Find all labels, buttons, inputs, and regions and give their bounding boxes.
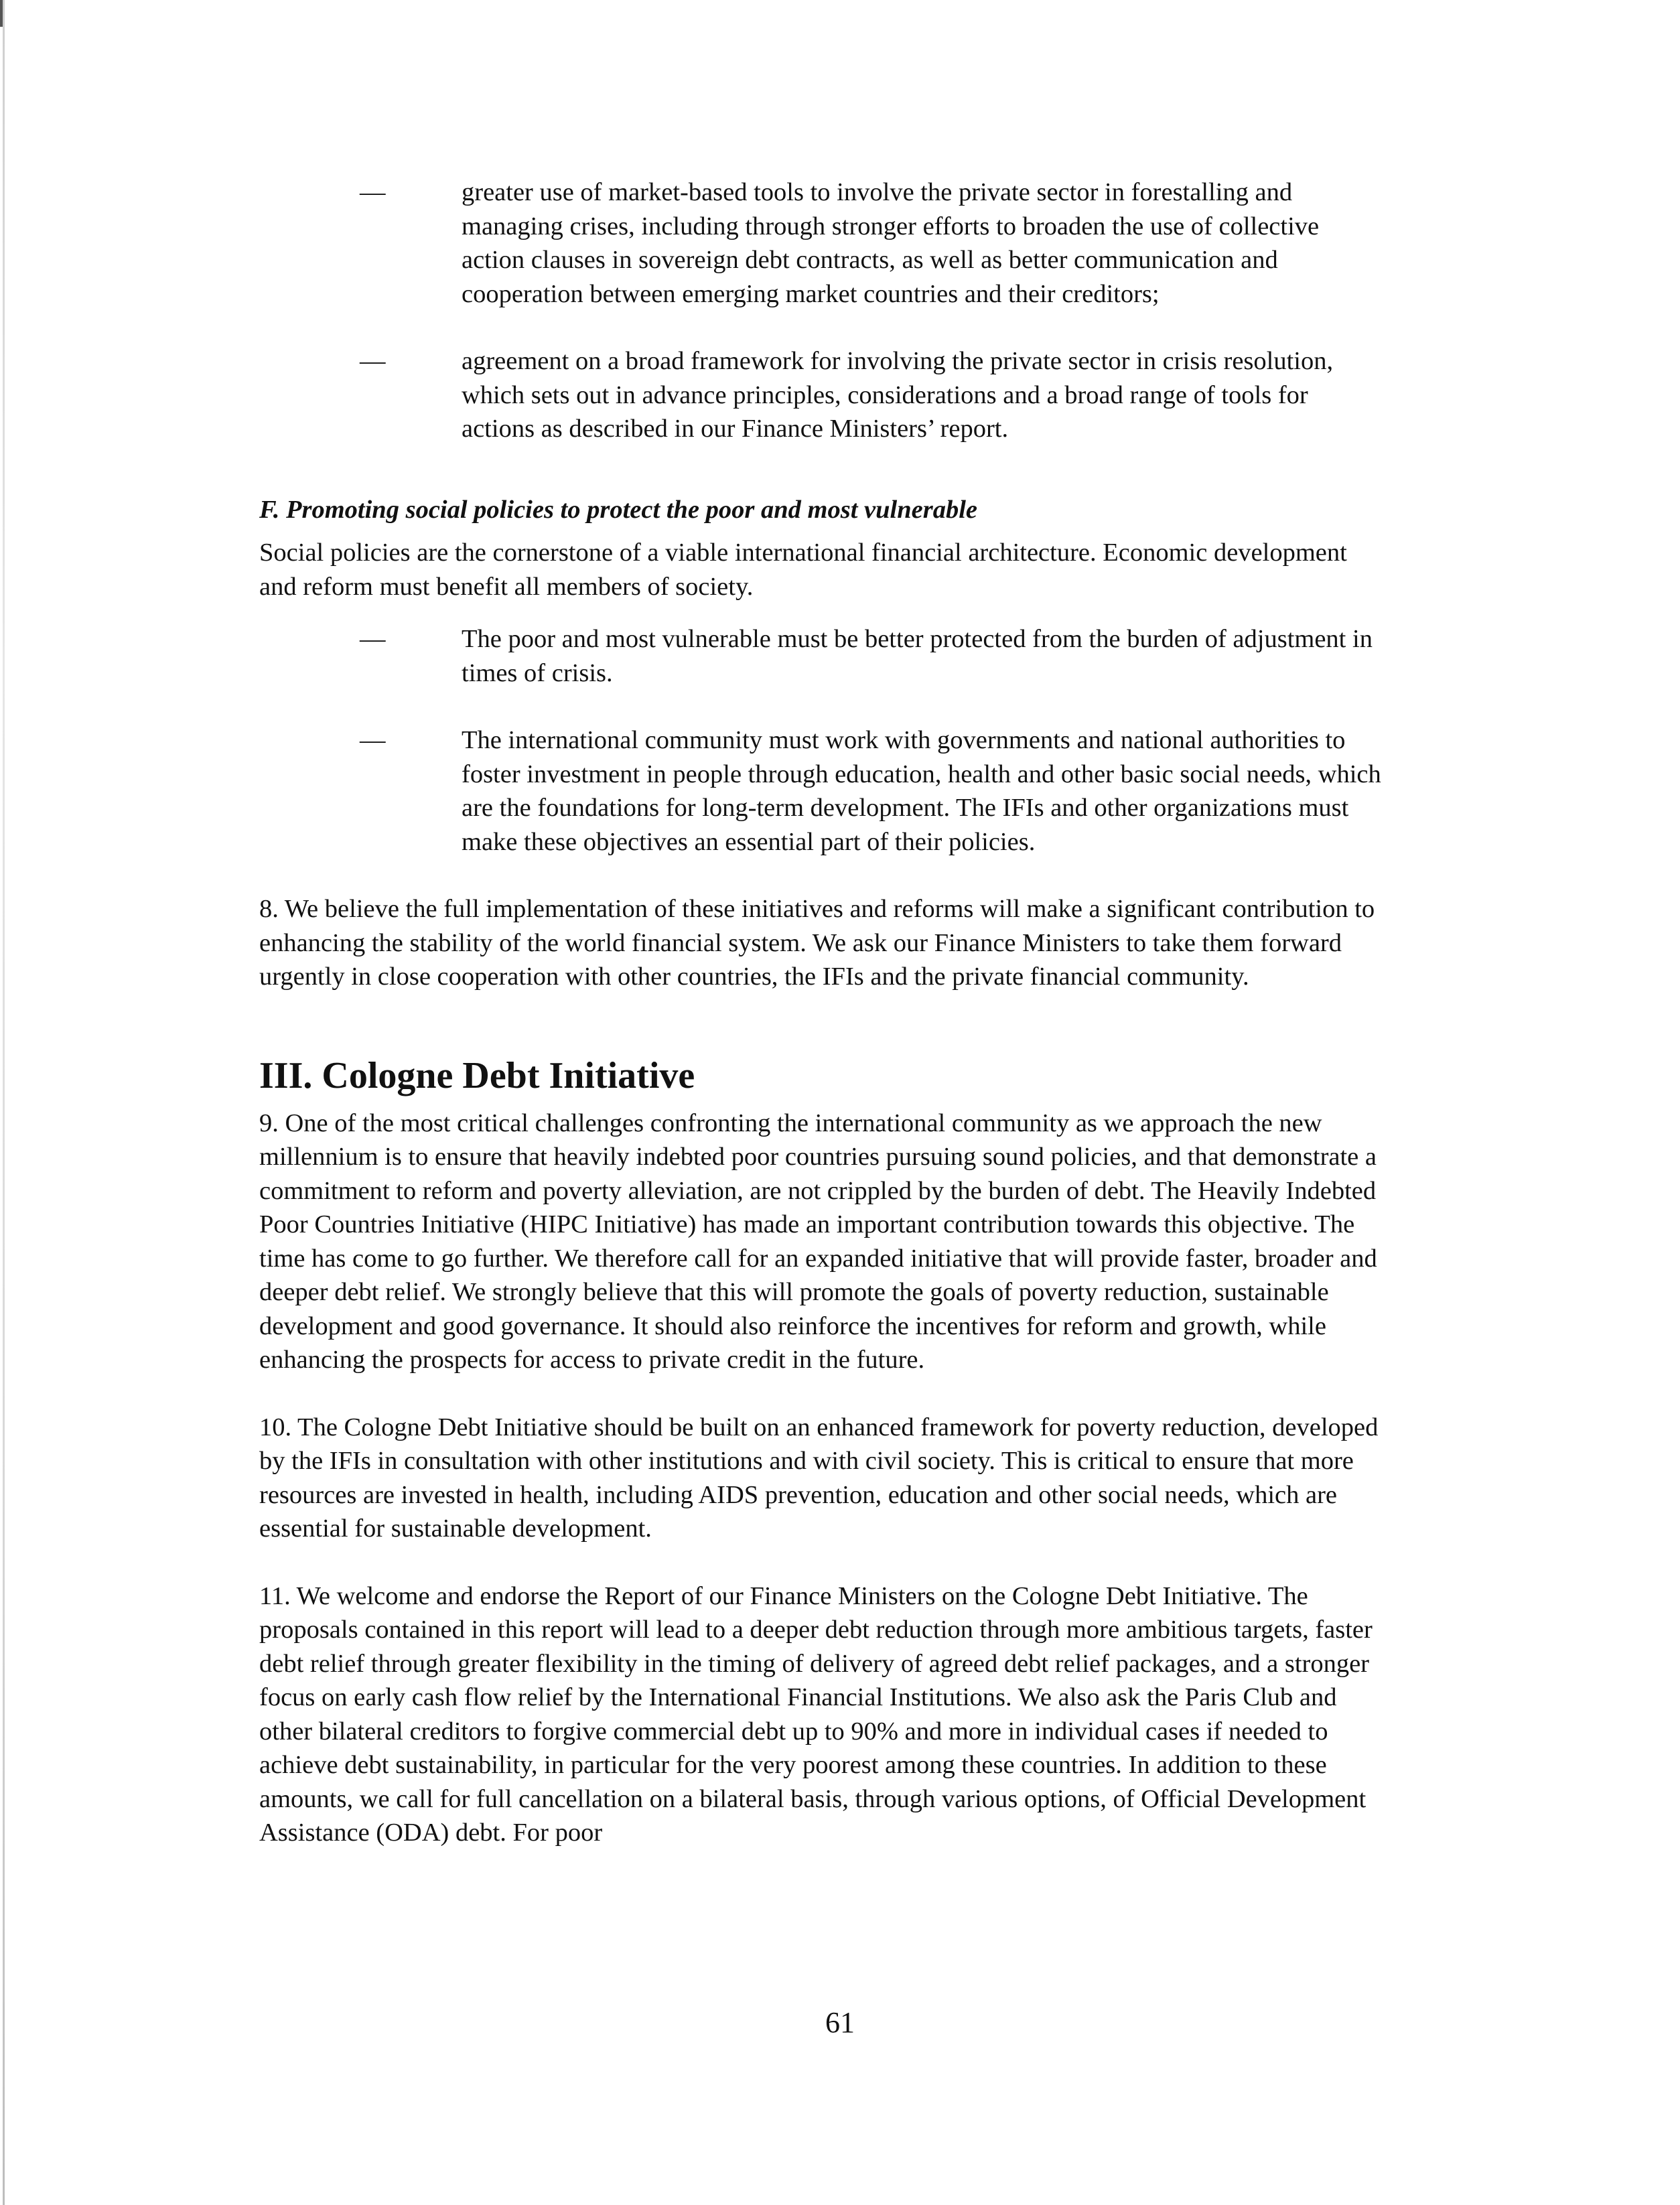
paragraph-10: 10. The Cologne Debt Initiative should be built on an enhanced framework for poverty reduction, developed by the IFIs in consultation with other institutions and with civil society. This is critical to ensure that more resources are invested in health, including AIDS prevention, education and other social needs, which are essential for sustainable development. xyxy=(259,1413,1379,1543)
paragraph-11: 11. We welcome and endorse the Report of our Finance Ministers on the Cologne Debt Initiative. The proposals contained in this report will lead to a deeper debt reduction through more ambitious targets, faster debt relief through greater flexibility in the timing of delivery of agreed debt relief packages, and a stronger focus on early cash flow relief by the International Financial Institutions. We also ask the Paris Club and other bilateral creditors to forgive commercial debt up to 90% and more in individual cases if needed to achieve debt sustainability, in particular for the very poorest among these countries. In addition to these amounts, we call for full cancellation on a bilateral basis, through various options, of Official Development Assistance (ODA) debt. For poor xyxy=(259,1581,1373,1847)
page-content xyxy=(259,175,1385,1850)
dash-marker: — xyxy=(360,178,386,206)
paragraph-9: 9. One of the most critical challenges confronting the international community as we approach the new millennium is to ensure that heavily indebted poor countries pursuing sound policies, and that demonstrate a commitment to reform and poverty alleviation, are not crippled by the burden of debt. The Heavily Indebted Poor Countries Initiative (HIPC Initiative) has made an important contribution towards this objective. The time has come to go further. We therefore call for an expanded initiative that will provide faster, broader and deeper debt relief. We strongly believe that this will promote the goals of poverty reduction, sustainable development and good governance. It should also reinforce the incentives for reform and growth, while enhancing the prospects for access to private credit in the future. xyxy=(259,1109,1377,1374)
bullet-item xyxy=(259,723,1385,859)
bullet-item xyxy=(259,175,1385,311)
section-f-intro: Social policies are the cornerstone of a viable international financial architecture. Economic development and reform must benefit all members of society. xyxy=(259,539,1347,601)
dash-marker: — xyxy=(360,625,386,653)
section-title: III. Cologne Debt Initiative xyxy=(259,1054,695,1096)
bullet-text: The international community must work with governments and national authorities to foster investment in people through education, health and other basic social needs, which are the foundations for long-term development. The IFIs and other organizations must make these objectives an essential part of their policies. xyxy=(462,726,1381,856)
paragraph-8: 8. We believe the full implementation of these initiatives and reforms will make a significant contribution to enhancing the stability of the world financial system. We ask our Finance Ministers to take them forward urgently in close cooperation with other countries, the IFIs and the private financial community. xyxy=(259,895,1375,991)
section-f-heading: F. Promoting social policies to protect the poor and most vulnerable xyxy=(259,495,977,524)
bullet-text: The poor and most vulnerable must be better protected from the burden of adjustment in times of crisis. xyxy=(462,625,1373,687)
bullet-text: greater use of market-based tools to involve the private sector in forestalling and managing crises, including through stronger efforts to broaden the use of collective action clauses in sovereign debt contracts, as well as better communication and cooperation between emerging market countries and their creditors; xyxy=(462,178,1320,308)
dash-marker: — xyxy=(360,726,386,754)
dash-marker: — xyxy=(360,347,386,375)
bullet-item xyxy=(259,622,1385,690)
scan-edge-line xyxy=(3,0,5,2205)
bullet-item xyxy=(259,344,1385,446)
bullet-text: agreement on a broad framework for involving the private sector in crisis resolution, which sets out in advance principles, considerations and a broad range of tools for actions as described in our Finance Ministers’ report. xyxy=(462,347,1334,443)
page-number: 61 xyxy=(825,2006,855,2039)
